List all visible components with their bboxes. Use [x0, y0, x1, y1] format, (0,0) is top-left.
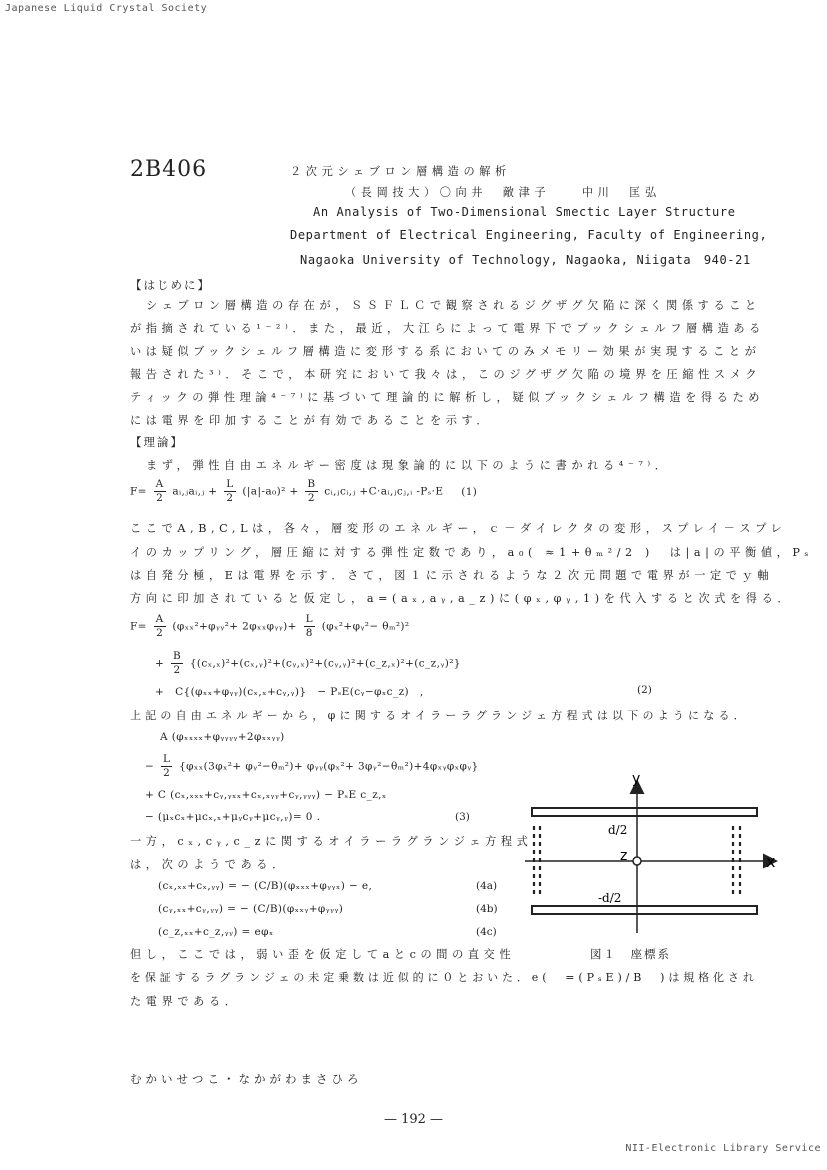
equation-4c-number: (4c)	[476, 926, 497, 938]
x-axis-label: x	[766, 852, 776, 871]
title-jp: ２次元シェブロン層構造の解析	[290, 165, 511, 178]
equation-3-line-3: + C (cₓ,ₓₓₓ+cᵧ,ᵧₓₓ+cₓ,ₓᵧᵧ+cᵧ,ᵧᵧᵧ) − PₛE c_z,ₓ	[145, 789, 387, 801]
society-header: Japanese Liquid Crystal Society	[5, 3, 208, 14]
theory-paragraph-line: ここでA,B,C,Lは，各々，層変形のエネルギー，ｃ－ダイレクタの変形，スプレイ－スプレ	[130, 522, 787, 535]
equation-3-line-2: − $\frac{L}{2}$ {φₓₓ(3φₓ²+ φᵧ²−θₘ²)+ φᵧᵧ(φₓ²+ 3φᵧ²−θₘ²)+4φₓᵧφₓφᵧ}	[145, 753, 479, 779]
theory-intro-line: まず，弾性自由エネルギー密度は現象論的に以下のように書かれる⁴⁻⁷⁾．	[146, 459, 671, 472]
intro-line: が指摘されている¹⁻²⁾．また，最近，大江らによって電界下でブックシェルフ層構造ある	[130, 322, 765, 335]
theory-closing-line: 但し，ここでは，弱い歪を仮定してaとcの間の直交性	[130, 948, 516, 961]
equation-1: F= $\frac{A}{2}$ aᵢ,ⱼaᵢ,ⱼ + $\frac{L}{2}$ (|a|-a₀)² + $\frac{B}{2}$ cᵢ,ⱼcᵢ,ⱼ +C·aᵢ,ⱼcⱼ,ᵢ -Pₛ·E (1)	[130, 478, 478, 504]
theory-cxcy-line-2: は，次のようである．	[130, 858, 288, 871]
page-number: — 192 —	[383, 1112, 444, 1127]
equation-3-line-1: A (φₓₓₓₓ+φᵧᵧᵧᵧ+2φₓₓᵧᵧ)	[160, 731, 285, 743]
theory-paragraph-line: イのカップリング，層圧縮に対する弾性定数であり，a₀( ≈1+θₘ²/2 ) は|a|の平衡値，Pₛ	[130, 546, 813, 559]
paper-code: 2B406	[130, 157, 208, 182]
library-footer: NII-Electronic Library Service	[625, 1143, 821, 1154]
theory-closing-line-2: を保証するラグランジェの未定乗数は近似的に０とおいた．e( =(PₛE)/B )は規格化され	[130, 971, 758, 984]
author-reading: むかいせつこ・なかがわまさひろ	[130, 1072, 363, 1086]
top-plate	[532, 808, 757, 816]
equation-2-line-1: F= $\frac{A}{2}$ (φₓₓ²+φᵧᵧ²+ 2φₓₓφᵧᵧ)+ $\frac{L}{8}$ (φₓ²+φᵧ²− θₘ²)²	[130, 613, 410, 639]
equation-4a: (cₓ,ₓₓ+cₓ,ᵧᵧ) = − (C/B)(φₓₓₓ+φᵧᵧₓ) − e,	[158, 880, 373, 892]
origin-marker	[633, 857, 641, 865]
intro-line: シェブロン層構造の存在が，ＳＳＦＬＣで観察されるジグザグ欠陥に深く関係すること	[146, 299, 761, 312]
equation-4b-number: (4b)	[476, 903, 498, 915]
theory-closing-line-3: た電界である．	[130, 995, 241, 1008]
z-axis-label: z	[620, 848, 628, 864]
intro-line: ティックの弾性理論⁴⁻⁷⁾に基づいて理論的に解析し，疑似ブックシェルフ構造を得るため	[130, 391, 765, 404]
theory-euler-line: 上記の自由エネルギーから，φに関するオイラーラグランジェ方程式は以下のようになる．	[130, 709, 749, 722]
theory-cxcy-line: 一方，cₓ,cᵧ,c_zに関するオイラーラグランジェ方程式	[130, 835, 533, 848]
coordinate-figure	[520, 768, 790, 938]
intro-line: 報告された³⁾．そこで，本研究において我々は，このジグザグ欠陥の境界を圧縮性スメク	[130, 368, 762, 381]
equation-3-number: (3)	[455, 811, 470, 823]
equation-2-line-3: + C{(φₓₓ+φᵧᵧ)(cₓ,ₓ+cᵧ,ᵧ)} − PₛE(cᵧ−φₓc_z) ,	[155, 686, 424, 698]
affiliation-line-2: Nagaoka University of Technology, Nagaoka, Niigata 940-21	[300, 253, 751, 267]
title-en: An Analysis of Two-Dimensional Smectic Layer Structure	[313, 205, 736, 219]
top-plate-label: d/2	[608, 823, 628, 837]
equation-4a-number: (4a)	[476, 880, 498, 892]
affiliation-line-1: Department of Electrical Engineering, Faculty of Engineering,	[290, 228, 768, 242]
equation-3-line-4: − (μₓcₓ+μcₓ,ₓ+μᵧcᵧ+μcᵧ,ᵧ)= 0 .	[145, 811, 321, 823]
intro-line: には電界を印加することが有効であることを示す．	[130, 414, 493, 427]
theory-paragraph-line: は自発分極，Eは電界を示す．さて，図１に示されるような２次元問題で電界が一定でｙ軸	[130, 569, 774, 582]
equation-4c: (c_z,ₓₓ+c_z,ᵧᵧ) = eφₓ	[158, 926, 274, 938]
equation-4b: (cᵧ,ₓₓ+cᵧ,ᵧᵧ) = − (C/B)(φₓₓᵧ+φᵧᵧᵧ)	[158, 903, 344, 915]
figure-caption: 図１ 座標系	[590, 947, 671, 961]
equation-2-number: (2)	[637, 684, 652, 696]
theory-paragraph-line: 方向に印加されていると仮定し，a=(aₓ,aᵧ,a_z)に(φₓ,φᵧ,1)を代入すると次式を得る．	[130, 592, 794, 605]
intro-heading: 【はじめに】	[130, 278, 211, 292]
bottom-plate	[532, 906, 757, 914]
equation-2-line-2: + $\frac{B}{2}$ {(cₓ,ₓ)²+(cₓ,ᵧ)²+(cᵧ,ₓ)²+(cᵧ,ᵧ)²+(c_z,ₓ)²+(c_z,ᵧ)²}	[155, 650, 461, 676]
intro-line: いは疑似ブックシェルフ層構造に変形する系においてのみメモリー効果が実現することが	[130, 345, 761, 358]
bottom-plate-label: -d/2	[598, 891, 622, 905]
theory-heading: 【理論】	[130, 435, 184, 449]
y-axis-label: y	[632, 771, 641, 787]
authors-jp: （長岡技大）〇向井 敵津子 中川 匡弘	[345, 186, 661, 199]
